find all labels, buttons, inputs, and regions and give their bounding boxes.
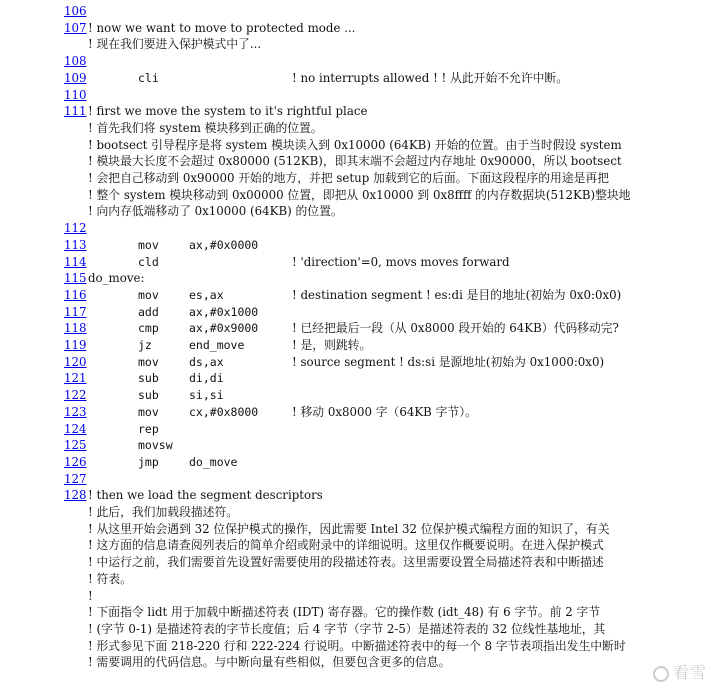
line-comment: ! destination segment ! es:di 是目的地址(初始为 0x0:0x0) [292,287,622,302]
opcode: movsw [138,438,173,453]
line-number-link[interactable]: 127 [64,471,87,486]
line-number-link[interactable]: 109 [64,70,87,85]
line-text: ! 首先我们将 system 模块移到正确的位置。 [88,120,323,135]
opcode: cmp [138,321,159,336]
line-text: ! now we want to move to protected mode ... [88,20,356,35]
line-text: ! 符表。 [88,571,132,586]
line-text: ! 下面指令 lidt 用于加载中断描述符表 (IDT) 寄存器。它的操作数 (idt_48) 有 6 字节。前 2 字节 [88,605,601,620]
line-text: ! 现在我们要进入保护模式中了... [88,37,262,52]
opcode: cld [138,254,159,269]
line-number-link[interactable]: 107 [64,20,87,35]
line-number-link[interactable]: 120 [64,354,87,369]
line-text: ! 向内存低端移动了 0x10000 (64KB) 的位置。 [88,204,343,219]
line-text: ! bootsect 引导程序是将 system 模块读入到 0x10000 (64KB) 开始的位置。由于当时假设 system [88,137,622,152]
line-number-link[interactable]: 125 [64,438,87,453]
operands: es,ax [189,287,224,302]
line-text: ! 从这里开始会遇到 32 位保护模式的操作，因此需要 Intel 32 位保护模式编程方面的知识了，有关 [88,521,610,536]
line-comment: ! 移动 0x8000 字（64KB 字节）。 [292,404,477,419]
line-number-link[interactable]: 113 [64,237,87,252]
line-text: ! [88,588,93,603]
line-number-link[interactable]: 115 [64,271,87,286]
operands: cx,#0x8000 [189,404,259,419]
line-text: ! 需要调用的代码信息。与中断向量有些相似，但要包含更多的信息。 [88,655,451,670]
line-number-link[interactable]: 106 [64,4,87,18]
line-number-link[interactable]: 123 [64,404,87,419]
opcode: sub [138,388,159,403]
watermark-text: 看雪 [672,663,707,682]
line-comment: ! 已经把最后一段（从 0x8000 段开始的 64KB）代码移动完? [292,321,619,336]
line-number-link[interactable]: 111 [64,104,87,119]
opcode: mov [138,404,159,419]
opcode: cli [138,70,159,85]
line-text: ! 模块最大长度不会超过 0x80000 (512KB)，即其末端不会超过内存地址 0x90000，所以 bootsect [88,154,622,169]
operands: si,si [189,388,224,403]
line-number-link[interactable]: 122 [64,388,87,403]
line-comment: ! no interrupts allowed ! ! 从此开始不允许中断。 [292,70,569,85]
operands: ax,#0x1000 [189,304,259,319]
operands: di,di [189,371,224,386]
line-text: ! then we load the segment descriptors [88,488,323,503]
line-text: ! first we move the system to it's rightful place [88,104,368,119]
operands: ds,ax [189,354,224,369]
line-number-link[interactable]: 124 [64,421,87,436]
opcode: add [138,304,159,319]
operands: do_move [189,454,238,469]
line-number-link[interactable]: 121 [64,371,87,386]
line-comment: ! source segment ! ds:si 是源地址(初始为 0x1000:0x0) [292,354,605,369]
opcode: rep [138,421,159,436]
operands: ax,#0x9000 [189,321,259,336]
line-number-link[interactable]: 112 [64,221,87,236]
line-text: ! 整个 system 模块移动到 0x00000 位置，即把从 0x10000 到 0x8ffff 的内存数据块(512KB)整块地 [88,187,631,202]
line-number-link[interactable]: 108 [64,54,87,69]
opcode: jz [138,338,152,352]
opcode: mov [138,287,159,302]
line-number-link[interactable]: 126 [64,454,87,469]
line-number-link[interactable]: 117 [64,304,87,319]
line-text: ! 形式参见下面 218-220 行和 222-224 行说明。中断描述符表中的每一个 8 字节表项指出发生中断时 [88,638,626,653]
line-text: do_move: [88,271,145,286]
line-text: ! (字节 0-1) 是描述符表的字节长度值；后 4 字节（字节 2-5）是描述符表的 32 位线性基地址，其 [88,621,606,636]
operands: end_move [189,338,245,352]
opcode: mov [138,237,159,252]
line-number-link[interactable]: 114 [64,254,87,269]
line-text: ! 中运行之前，我们需要首先设置好需要使用的段描述符表。这里需要设置全局描述符表和中断描述 [88,555,604,570]
line-text: ! 此后，我们加载段描述符。 [88,505,239,519]
line-comment: ! 'direction'=0, movs moves forward [292,254,510,269]
opcode: mov [138,354,159,369]
line-number-link[interactable]: 119 [64,338,87,352]
line-number-link[interactable]: 110 [64,87,87,102]
opcode: jmp [138,454,159,469]
line-text: ! 这方面的信息请查阅列表后的简单介绍或附录中的详细说明。这里仅作概要说明。在进入保护模式 [88,538,604,553]
line-comment: ! 是，则跳转。 [292,338,372,352]
line-number-link[interactable]: 116 [64,287,87,302]
watermark [653,660,707,683]
opcode: sub [138,371,159,386]
snowflake-logo-icon [653,666,669,682]
line-number-link[interactable]: 118 [64,321,87,336]
operands: ax,#0x0000 [189,237,259,252]
line-number-link[interactable]: 128 [64,488,87,503]
line-text: ! 会把自己移动到 0x90000 开始的地方，并把 setup 加载到它的后面。下面这段程序的用途是再把 [88,171,609,185]
